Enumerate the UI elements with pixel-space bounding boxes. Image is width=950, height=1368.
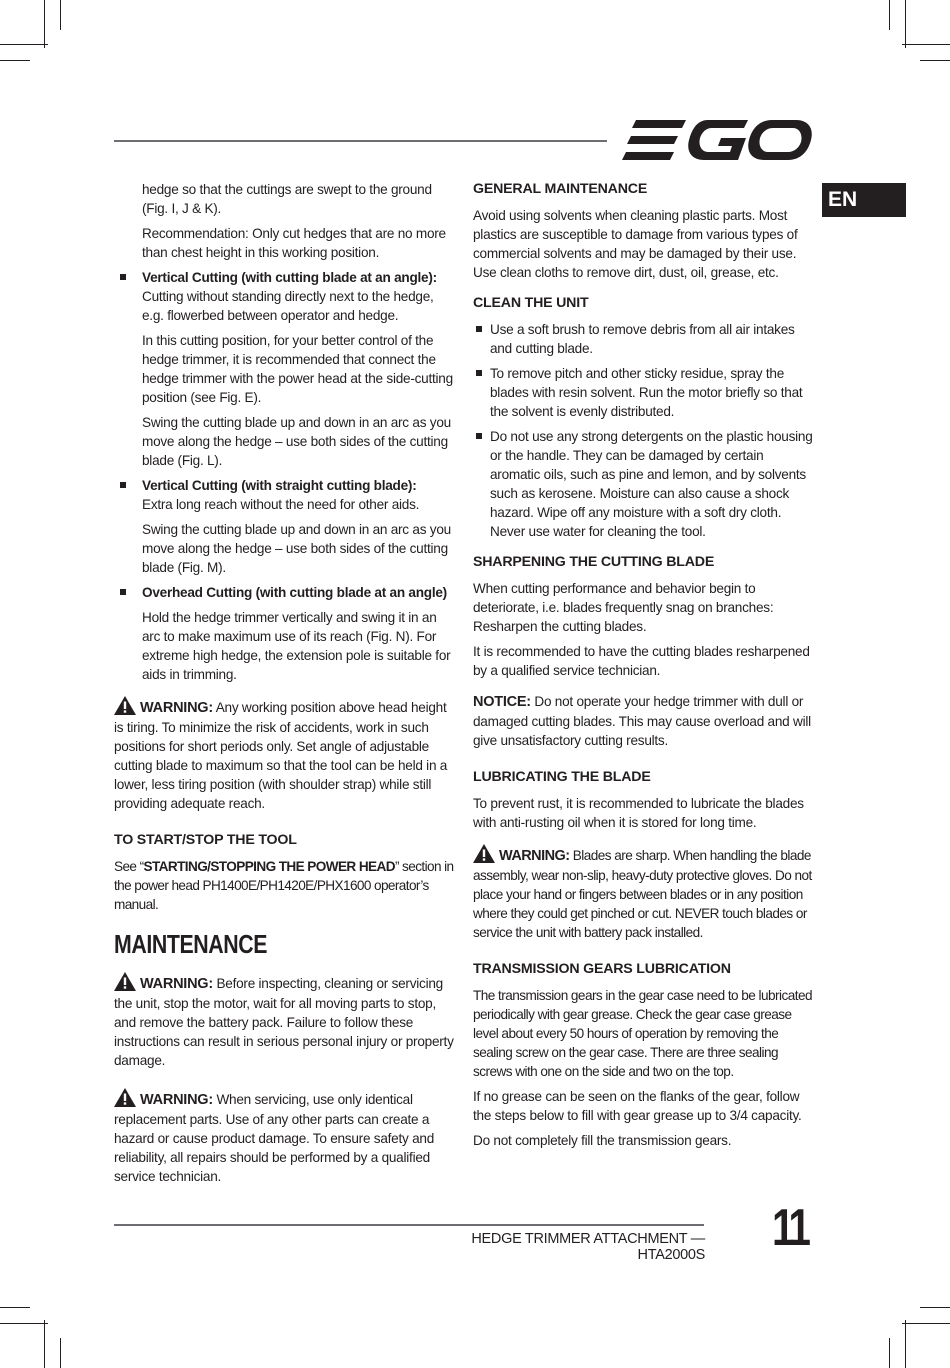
bullet-square-icon <box>476 433 482 439</box>
cross-reference: STARTING/STOPPING THE POWER HEAD <box>143 859 395 874</box>
warning-label: WARNING: <box>140 1092 213 1108</box>
section-heading: TRANSMISSION GEARS LUBRICATION <box>473 961 731 977</box>
paragraph: The transmission gears in the gear case need to be lubricated periodically with gear grease. Check the gear case grease level about every 50 hours of operation by removing the sealing screw on the gear case. There are three sealing screws with one on the side and two on the top. <box>473 988 812 1079</box>
warning-block <box>114 1088 454 1186</box>
crop-mark <box>902 1323 950 1324</box>
warning-label: WARNING: <box>140 976 213 992</box>
warning-triangle-icon <box>114 696 136 715</box>
paragraph <box>114 857 454 914</box>
paragraph: In this cutting position, for your better control of the hedge trimmer, it is recommended that connect the hedge trimmer with the power head at the side-cutting position (see Fig. E). <box>142 333 453 405</box>
right-column <box>473 180 813 1156</box>
bullet-item <box>473 427 813 541</box>
notice-label: NOTICE: <box>473 694 531 710</box>
paragraph: Do not completely fill the transmission gears. <box>473 1133 732 1148</box>
warning-label: WARNING: <box>140 700 213 716</box>
paragraph: Hold the hedge trimmer vertically and swing it in an arc to make maximum use of its reach (Fig. N). For extreme high hedge, the extension pole is suitable for aids in trimming. <box>142 610 451 682</box>
bullet-item <box>114 476 454 514</box>
paragraph: Swing the cutting blade up and down in an arc as you move along the hedge – use both sides of the cutting blade (Fig. M). <box>142 522 451 575</box>
section-heading: TO START/STOP THE TOOL <box>114 832 297 848</box>
bullet-item <box>114 268 454 325</box>
bullet-text: Cutting without standing directly next to the hedge, e.g. flowerbed between operator and hedge. <box>142 289 434 323</box>
paragraph: When cutting performance and behavior begin to deteriorate, i.e. blades frequently snag on branches: Resharpen the cutting blades. <box>473 581 774 634</box>
footer-title: HEDGE TRIMMER ATTACHMENT — HTA2000S <box>471 1231 705 1263</box>
bullet-square-icon <box>120 274 126 280</box>
paragraph: Avoid using solvents when cleaning plastic parts. Most plastics are susceptible to damage from various types of commercial solvents and may be damaged by their use. Use clean cloths to remove dirt, dust, oil, grease, etc. <box>473 208 798 280</box>
crop-mark <box>889 0 890 30</box>
crop-mark <box>0 60 30 61</box>
warning-label: WARNING: <box>499 848 570 864</box>
notice-text: Do not operate your hedge trimmer with dull or damaged cutting blades. This may cause overload and will give unsatisfactory cutting results. <box>473 694 811 748</box>
warning-triangle-icon <box>114 972 136 991</box>
section-heading: SHARPENING THE CUTTING BLADE <box>473 554 715 570</box>
warning-text: When servicing, use only identical replacement parts. Use of any other parts can create a hazard or cause product damage. To ensure safety and reliability, all repairs should be performed by a qualified service technician. <box>114 1092 435 1184</box>
warning-text: Any working position above head height is tiring. To minimize the risk of accidents, work in such positions for short periods only. Set angle of adjustable cutting blade to maximum so that the tool can be held in a lower, less tiring position (with shoulder strap) while still providing adequate reach. <box>114 700 448 811</box>
bullet-title: Vertical Cutting (with cutting blade at an angle): <box>142 270 437 285</box>
warning-text: Blades are sharp. When handling the blade assembly, wear non-slip, heavy-duty protective gloves. Do not place your hand or fingers between blades or in any position where they could get pinched or cut. NEVER touch blades or service the unit with battery pack installed. <box>473 848 812 940</box>
section-heading: CLEAN THE UNIT <box>473 295 589 311</box>
crop-mark <box>44 0 45 48</box>
bullet-title: Overhead Cutting (with cutting blade at an angle) <box>142 585 447 600</box>
bullet-square-icon <box>120 482 126 488</box>
paragraph: If no grease can be seen on the flanks of the gear, follow the steps below to fill with gear grease up to 3/4 capacity. <box>473 1089 802 1123</box>
crop-mark <box>905 0 906 48</box>
crop-mark <box>0 44 48 45</box>
section-heading: GENERAL MAINTENANCE <box>473 181 648 197</box>
crop-mark <box>44 1320 45 1368</box>
bullet-text: Extra long reach without the need for other aids. <box>142 497 420 512</box>
warning-block <box>114 696 454 813</box>
warning-triangle-icon <box>473 844 495 863</box>
bullet-item <box>114 583 454 602</box>
bullet-item <box>473 320 813 358</box>
section-heading: LUBRICATING THE BLADE <box>473 769 651 785</box>
crop-mark <box>60 0 61 30</box>
bullet-text: Use a soft brush to remove debris from all air intakes and cutting blade. <box>490 322 795 356</box>
bullet-square-icon <box>476 370 482 376</box>
text: See “ <box>114 859 144 874</box>
paragraph: hedge so that the cuttings are swept to the ground (Fig. I, J & K). <box>142 182 432 216</box>
crop-mark <box>902 44 950 45</box>
paragraph: To prevent rust, it is recommended to lubricate the blades with anti-rusting oil when it is stored for long time. <box>473 796 804 830</box>
header-rule <box>114 140 607 142</box>
ego-logo <box>622 118 812 162</box>
bullet-text: Do not use any strong detergents on the plastic housing or the handle. They can be damaged by certain aromatic oils, such as pine and lemon, and by solvents such as kerosene. Moisture can also cause a shock hazard. Wipe off any moisture with a soft dry cloth. Never use water for cleaning the tool. <box>490 429 813 539</box>
bullet-square-icon <box>476 326 482 332</box>
crop-mark <box>0 1323 48 1324</box>
crop-mark <box>60 1338 61 1368</box>
crop-mark <box>0 1307 30 1308</box>
bullet-square-icon <box>120 589 126 595</box>
left-column <box>114 180 454 1192</box>
warning-triangle-icon <box>114 1088 136 1107</box>
crop-mark <box>920 60 950 61</box>
warning-block <box>114 972 454 1070</box>
crop-mark <box>920 1307 950 1308</box>
warning-text: Before inspecting, cleaning or servicing the unit, stop the motor, wait for all moving parts to stop, and remove the battery pack. Failure to follow these instructions can result in serious personal injury or property damage. <box>114 976 454 1068</box>
crop-mark <box>889 1338 890 1368</box>
bullet-text: To remove pitch and other sticky residue, spray the blades with resin solvent. Run the motor briefly so that the solvent is evenly distributed. <box>490 366 803 419</box>
text: ” section in the power head PH1400E/PH1420E/PHX1600 operator’s manual. <box>114 859 454 912</box>
page-number: 11 <box>772 1199 808 1257</box>
warning-block <box>473 844 813 942</box>
bullet-title: Vertical Cutting (with straight cutting blade): <box>142 478 417 493</box>
bullet-item <box>473 364 813 421</box>
paragraph: It is recommended to have the cutting blades resharpened by a qualified service technician. <box>473 644 810 678</box>
paragraph: Recommendation: Only cut hedges that are no more than chest height in this working position. <box>142 226 446 260</box>
paragraph: Swing the cutting blade up and down in an arc as you move along the hedge – use both sides of the cutting blade (Fig. L). <box>142 415 451 468</box>
footer-rule <box>114 1224 704 1226</box>
language-tab: EN <box>822 183 906 217</box>
notice-block <box>473 692 813 750</box>
main-heading: MAINTENANCE <box>114 929 268 959</box>
crop-mark <box>905 1320 906 1368</box>
